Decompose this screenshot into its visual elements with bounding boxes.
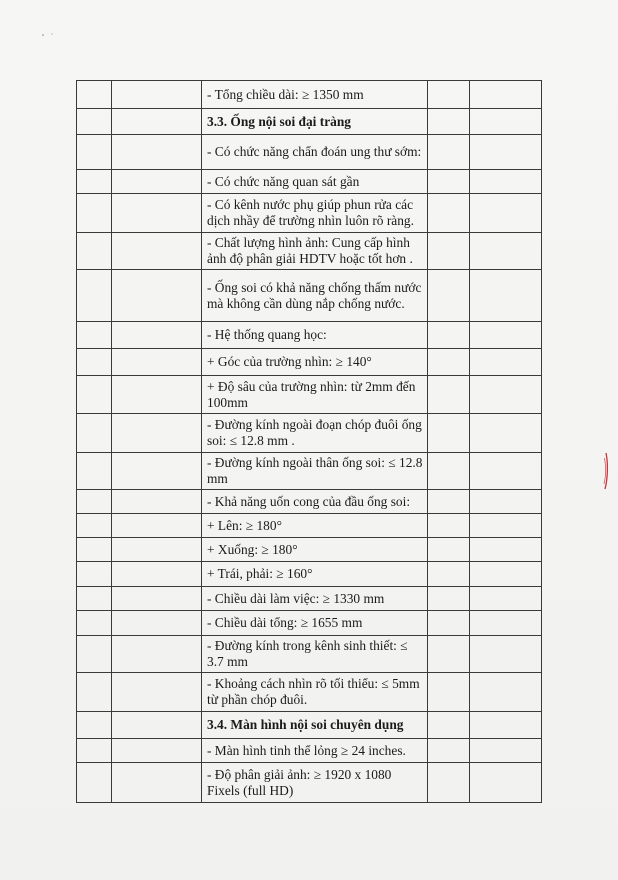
- index-cell: [77, 109, 112, 135]
- table-row: [77, 611, 542, 636]
- table-row: [77, 170, 542, 194]
- item-name-cell: [112, 562, 202, 587]
- table-row: [77, 763, 542, 803]
- quantity-cell: [428, 135, 470, 170]
- index-cell: [77, 453, 112, 490]
- quantity-cell: [428, 562, 470, 587]
- index-cell: [77, 490, 112, 514]
- quantity-cell: [428, 712, 470, 739]
- note-cell: [470, 673, 542, 712]
- note-cell: [470, 453, 542, 490]
- note-cell: [470, 414, 542, 453]
- spec-cell: + Độ sâu của trường nhìn: từ 2mm đến 100mm: [202, 376, 428, 414]
- spec-cell: + Xuống: ≥ 180°: [202, 538, 428, 562]
- index-cell: [77, 538, 112, 562]
- quantity-cell: [428, 587, 470, 611]
- note-cell: [470, 135, 542, 170]
- index-cell: [77, 322, 112, 349]
- scan-speck-decoration: [40, 30, 60, 40]
- quantity-cell: [428, 538, 470, 562]
- index-cell: [77, 233, 112, 270]
- note-cell: [470, 739, 542, 763]
- note-cell: [470, 587, 542, 611]
- table-row: [77, 81, 542, 109]
- note-cell: [470, 322, 542, 349]
- note-cell: [470, 376, 542, 414]
- quantity-cell: [428, 349, 470, 376]
- spec-cell: - Khoảng cách nhìn rõ tối thiểu: ≤ 5mm từ phần chóp đuôi.: [202, 673, 428, 712]
- quantity-cell: [428, 322, 470, 349]
- spec-cell: - Khả năng uốn cong của đầu ống soi:: [202, 490, 428, 514]
- item-name-cell: [112, 170, 202, 194]
- table-row: [77, 194, 542, 233]
- index-cell: [77, 270, 112, 322]
- table-row: [77, 673, 542, 712]
- note-cell: [470, 194, 542, 233]
- item-name-cell: [112, 538, 202, 562]
- index-cell: [77, 194, 112, 233]
- index-cell: [77, 135, 112, 170]
- spec-cell: - Chất lượng hình ảnh: Cung cấp hình ảnh độ phân giải HDTV hoặc tốt hơn .: [202, 233, 428, 270]
- spec-cell: - Có chức năng chẩn đoán ung thư sớm:: [202, 135, 428, 170]
- quantity-cell: [428, 636, 470, 673]
- index-cell: [77, 611, 112, 636]
- item-name-cell: [112, 81, 202, 109]
- quantity-cell: [428, 376, 470, 414]
- index-cell: [77, 562, 112, 587]
- table-row: [77, 414, 542, 453]
- index-cell: [77, 587, 112, 611]
- quantity-cell: [428, 170, 470, 194]
- quantity-cell: [428, 611, 470, 636]
- item-name-cell: [112, 611, 202, 636]
- spec-cell: - Ống soi có khả năng chống thấm nước mà không cần dùng nắp chống nước.: [202, 270, 428, 322]
- item-name-cell: [112, 636, 202, 673]
- quantity-cell: [428, 739, 470, 763]
- index-cell: [77, 349, 112, 376]
- table-row: [77, 135, 542, 170]
- item-name-cell: [112, 490, 202, 514]
- table-row: [77, 349, 542, 376]
- item-name-cell: [112, 233, 202, 270]
- spec-cell: - Có kênh nước phụ giúp phun rửa các dịch nhầy để trường nhìn luôn rõ ràng.: [202, 194, 428, 233]
- note-cell: [470, 562, 542, 587]
- table-row: [77, 490, 542, 514]
- spec-cell: - Độ phân giải ảnh: ≥ 1920 x 1080 Fixels (full HD): [202, 763, 428, 803]
- quantity-cell: [428, 414, 470, 453]
- specification-table: [76, 80, 542, 803]
- table-row: [77, 322, 542, 349]
- note-cell: [470, 81, 542, 109]
- note-cell: [470, 349, 542, 376]
- table-row: [77, 270, 542, 322]
- quantity-cell: [428, 490, 470, 514]
- section-heading-cell: 3.4. Màn hình nội soi chuyên dụng: [202, 712, 428, 739]
- spec-cell: - Đường kính ngoài thân ống soi: ≤ 12.8 mm: [202, 453, 428, 490]
- section-heading-cell: 3.3. Ống nội soi đại tràng: [202, 109, 428, 135]
- table-row: [77, 562, 542, 587]
- note-cell: [470, 763, 542, 803]
- spec-cell: + Góc của trường nhìn: ≥ 140°: [202, 349, 428, 376]
- item-name-cell: [112, 322, 202, 349]
- index-cell: [77, 636, 112, 673]
- table-row: [77, 587, 542, 611]
- item-name-cell: [112, 453, 202, 490]
- index-cell: [77, 763, 112, 803]
- note-cell: [470, 636, 542, 673]
- index-cell: [77, 712, 112, 739]
- index-cell: [77, 673, 112, 712]
- quantity-cell: [428, 109, 470, 135]
- red-pen-mark: [603, 452, 609, 490]
- spec-cell: + Lên: ≥ 180°: [202, 514, 428, 538]
- spec-cell: - Hệ thống quang học:: [202, 322, 428, 349]
- item-name-cell: [112, 763, 202, 803]
- quantity-cell: [428, 194, 470, 233]
- spec-cell: - Chiều dài tổng: ≥ 1655 mm: [202, 611, 428, 636]
- quantity-cell: [428, 763, 470, 803]
- item-name-cell: [112, 376, 202, 414]
- item-name-cell: [112, 349, 202, 376]
- note-cell: [470, 538, 542, 562]
- quantity-cell: [428, 673, 470, 712]
- note-cell: [470, 270, 542, 322]
- note-cell: [470, 109, 542, 135]
- note-cell: [470, 170, 542, 194]
- quantity-cell: [428, 233, 470, 270]
- item-name-cell: [112, 514, 202, 538]
- table-row: [77, 376, 542, 414]
- table-row: [77, 636, 542, 673]
- item-name-cell: [112, 414, 202, 453]
- item-name-cell: [112, 587, 202, 611]
- spec-cell: - Màn hình tinh thể lỏng ≥ 24 inches.: [202, 739, 428, 763]
- quantity-cell: [428, 514, 470, 538]
- spec-cell: - Đường kính ngoài đoạn chóp đuôi ống soi: ≤ 12.8 mm .: [202, 414, 428, 453]
- spec-cell: + Trái, phải: ≥ 160°: [202, 562, 428, 587]
- quantity-cell: [428, 270, 470, 322]
- item-name-cell: [112, 673, 202, 712]
- spec-cell: - Đường kính trong kênh sinh thiết: ≤ 3.7 mm: [202, 636, 428, 673]
- table-row: [77, 233, 542, 270]
- note-cell: [470, 611, 542, 636]
- table-row: [77, 453, 542, 490]
- index-cell: [77, 514, 112, 538]
- quantity-cell: [428, 453, 470, 490]
- note-cell: [470, 712, 542, 739]
- item-name-cell: [112, 712, 202, 739]
- item-name-cell: [112, 739, 202, 763]
- item-name-cell: [112, 194, 202, 233]
- item-name-cell: [112, 135, 202, 170]
- item-name-cell: [112, 109, 202, 135]
- note-cell: [470, 514, 542, 538]
- note-cell: [470, 233, 542, 270]
- index-cell: [77, 81, 112, 109]
- table-row: [77, 712, 542, 739]
- note-cell: [470, 490, 542, 514]
- table-row: [77, 538, 542, 562]
- index-cell: [77, 739, 112, 763]
- item-name-cell: [112, 270, 202, 322]
- spec-cell: - Tổng chiều dài: ≥ 1350 mm: [202, 81, 428, 109]
- index-cell: [77, 376, 112, 414]
- table-row: [77, 514, 542, 538]
- index-cell: [77, 414, 112, 453]
- table-row: [77, 739, 542, 763]
- table-row: [77, 109, 542, 135]
- index-cell: [77, 170, 112, 194]
- spec-cell: - Có chức năng quan sát gần: [202, 170, 428, 194]
- quantity-cell: [428, 81, 470, 109]
- spec-cell: - Chiều dài làm việc: ≥ 1330 mm: [202, 587, 428, 611]
- spec-table-body: [77, 81, 542, 803]
